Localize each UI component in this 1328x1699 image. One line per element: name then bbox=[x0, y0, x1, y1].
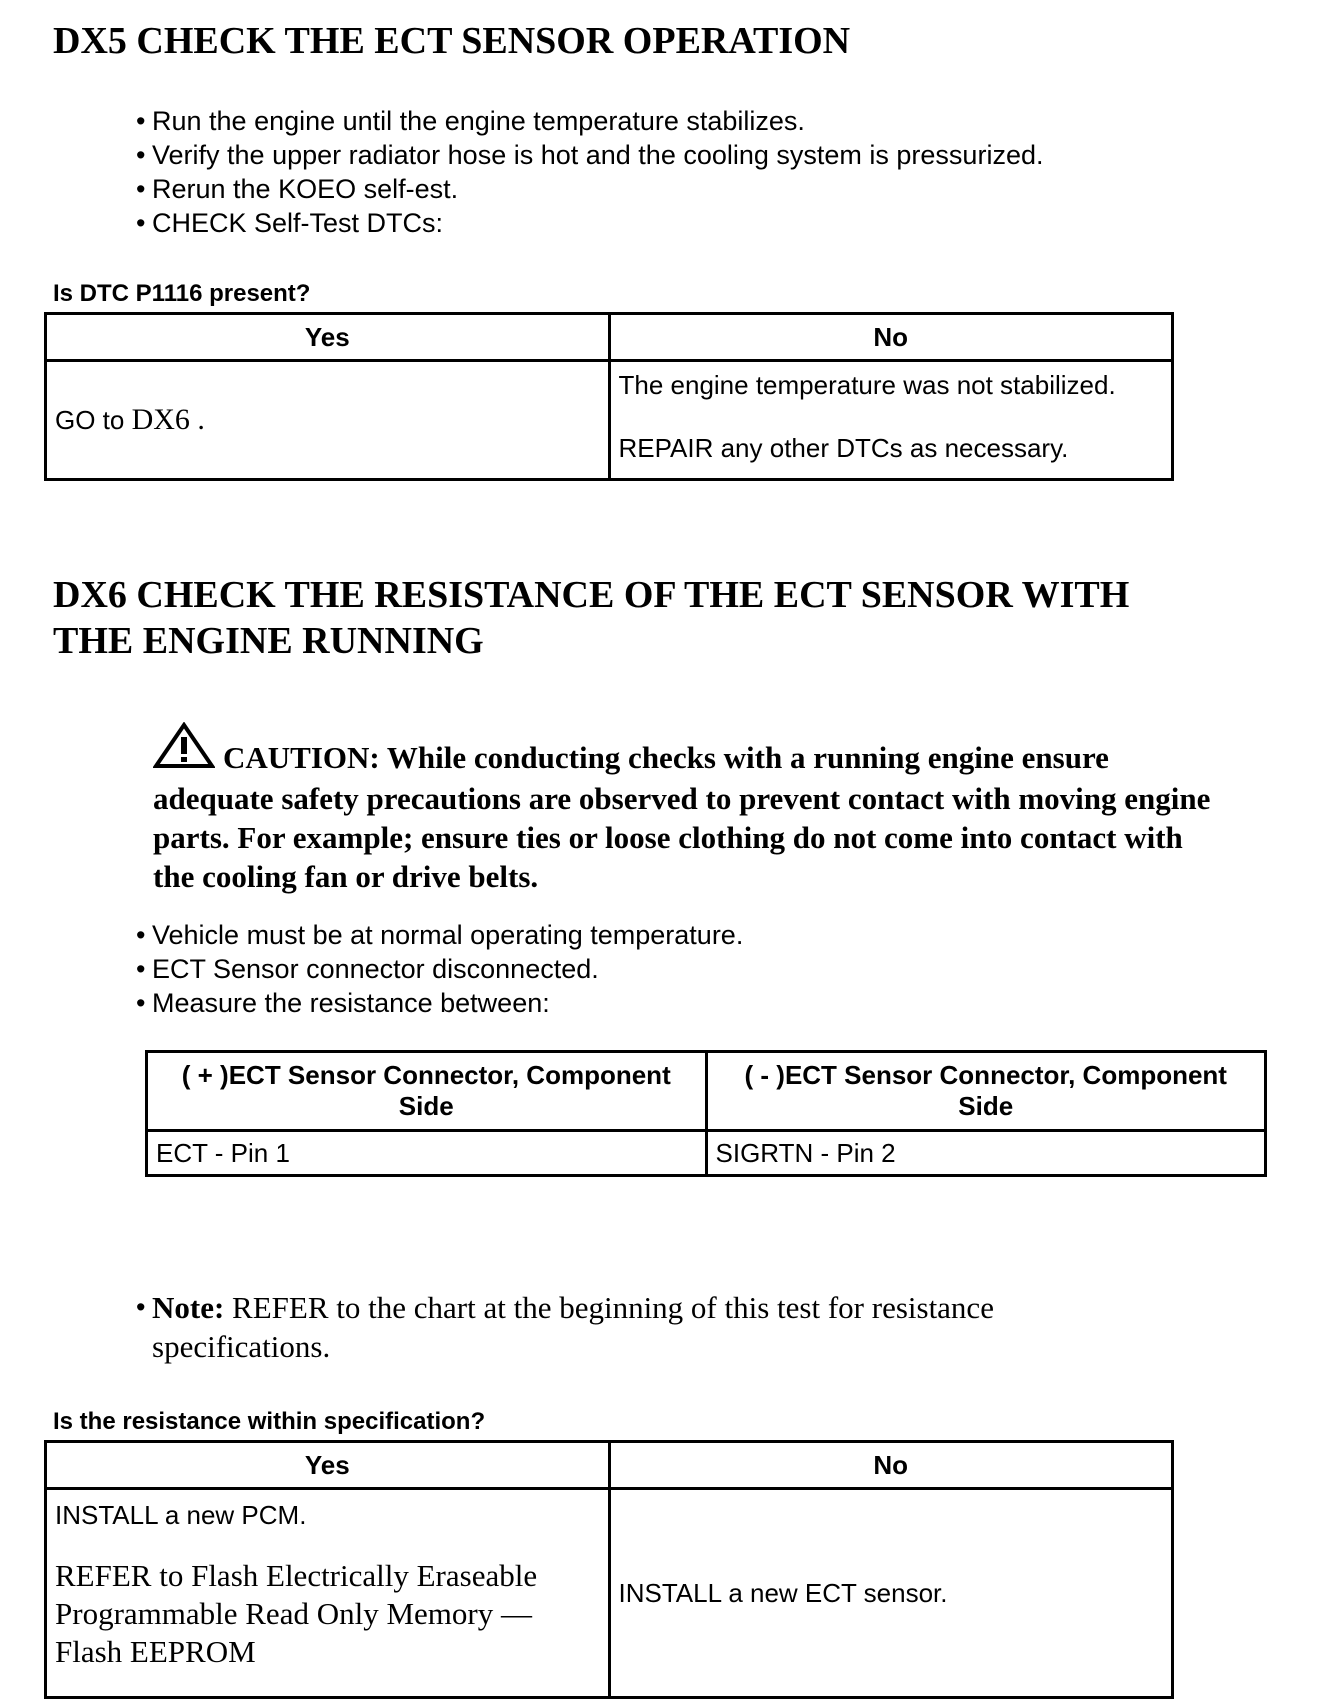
yes-header: Yes bbox=[46, 1442, 610, 1489]
bullet-icon: • bbox=[136, 920, 146, 950]
bullet-icon: • bbox=[136, 208, 146, 238]
note-block bbox=[136, 1288, 1136, 1366]
dx6-step-list bbox=[136, 918, 743, 1020]
list-item: • Vehicle must be at normal operating temperature. bbox=[136, 920, 744, 950]
bullet-icon: • bbox=[136, 106, 146, 136]
dx6-result-table bbox=[44, 1440, 1174, 1699]
yes-cell: INSTALL a new PCM. REFER to Flash Electrically Eraseable Programmable Read Only Memory — Flash EEPROM bbox=[46, 1489, 610, 1698]
list-item: • Run the engine until the engine temperature stabilizes. bbox=[136, 106, 805, 136]
table-row bbox=[46, 1489, 1173, 1698]
resistance-table bbox=[145, 1050, 1267, 1177]
no-header: No bbox=[609, 1442, 1173, 1489]
flash-eeprom-reference[interactable]: REFER to Flash Electrically Eraseable Programmable Read Only Memory — Flash EEPROM bbox=[55, 1558, 538, 1669]
table-header-row bbox=[46, 314, 1173, 361]
dx5-result-table bbox=[44, 312, 1174, 481]
note-label: Note: bbox=[152, 1290, 225, 1325]
no-cell: INSTALL a new ECT sensor. bbox=[609, 1489, 1173, 1698]
negative-pin-cell: SIGRTN - Pin 2 bbox=[706, 1131, 1266, 1176]
caution-block: CAUTION: While conducting checks with a running engine ensure adequate safety precautions are observed to prevent contact with moving engine parts. For example; ensure ties or loose clothing do not come into contact with the cooling fan or drive belts. bbox=[153, 722, 1213, 896]
table-row bbox=[46, 361, 1173, 480]
list-item: • ECT Sensor connector disconnected. bbox=[136, 954, 599, 984]
no-cell: The engine temperature was not stabilized. REPAIR any other DTCs as necessary. bbox=[609, 361, 1173, 480]
bullet-icon: • bbox=[136, 1292, 146, 1322]
note-text: REFER to the chart at the beginning of this test for resistance specifications. bbox=[152, 1290, 994, 1364]
bullet-icon: • bbox=[136, 954, 146, 984]
bullet-icon: • bbox=[136, 140, 146, 170]
dx5-heading: DX5 CHECK THE ECT SENSOR OPERATION bbox=[53, 20, 851, 62]
warning-triangle-icon bbox=[153, 722, 215, 779]
list-item: • Rerun the KOEO self-est. bbox=[136, 174, 459, 204]
bullet-icon: • bbox=[136, 988, 146, 1018]
positive-pin-cell: ECT - Pin 1 bbox=[147, 1131, 707, 1176]
table-header-row bbox=[147, 1052, 1266, 1131]
positive-terminal-header: ( + )ECT Sensor Connector, Component Side bbox=[147, 1052, 707, 1131]
negative-terminal-header: ( - )ECT Sensor Connector, Component Side bbox=[706, 1052, 1266, 1131]
list-item: • CHECK Self-Test DTCs: bbox=[136, 208, 444, 238]
dx5-question: Is DTC P1116 present? bbox=[53, 280, 311, 307]
yes-header: Yes bbox=[46, 314, 610, 361]
bullet-icon: • bbox=[136, 174, 146, 204]
table-row bbox=[147, 1131, 1266, 1176]
dx6-heading: DX6 CHECK THE RESISTANCE OF THE ECT SENSOR WITH THE ENGINE RUNNING bbox=[53, 574, 1130, 662]
yes-cell: GO to DX6 . bbox=[46, 361, 610, 480]
dx5-step-list bbox=[136, 104, 1043, 240]
dx6-question: Is the resistance within specification? bbox=[53, 1408, 486, 1435]
dx6-link[interactable]: DX6 . bbox=[131, 403, 205, 436]
table-header-row bbox=[46, 1442, 1173, 1489]
list-item: • Verify the upper radiator hose is hot and the cooling system is pressurized. bbox=[136, 140, 1044, 170]
no-header: No bbox=[609, 314, 1173, 361]
list-item: • Measure the resistance between: bbox=[136, 988, 550, 1018]
